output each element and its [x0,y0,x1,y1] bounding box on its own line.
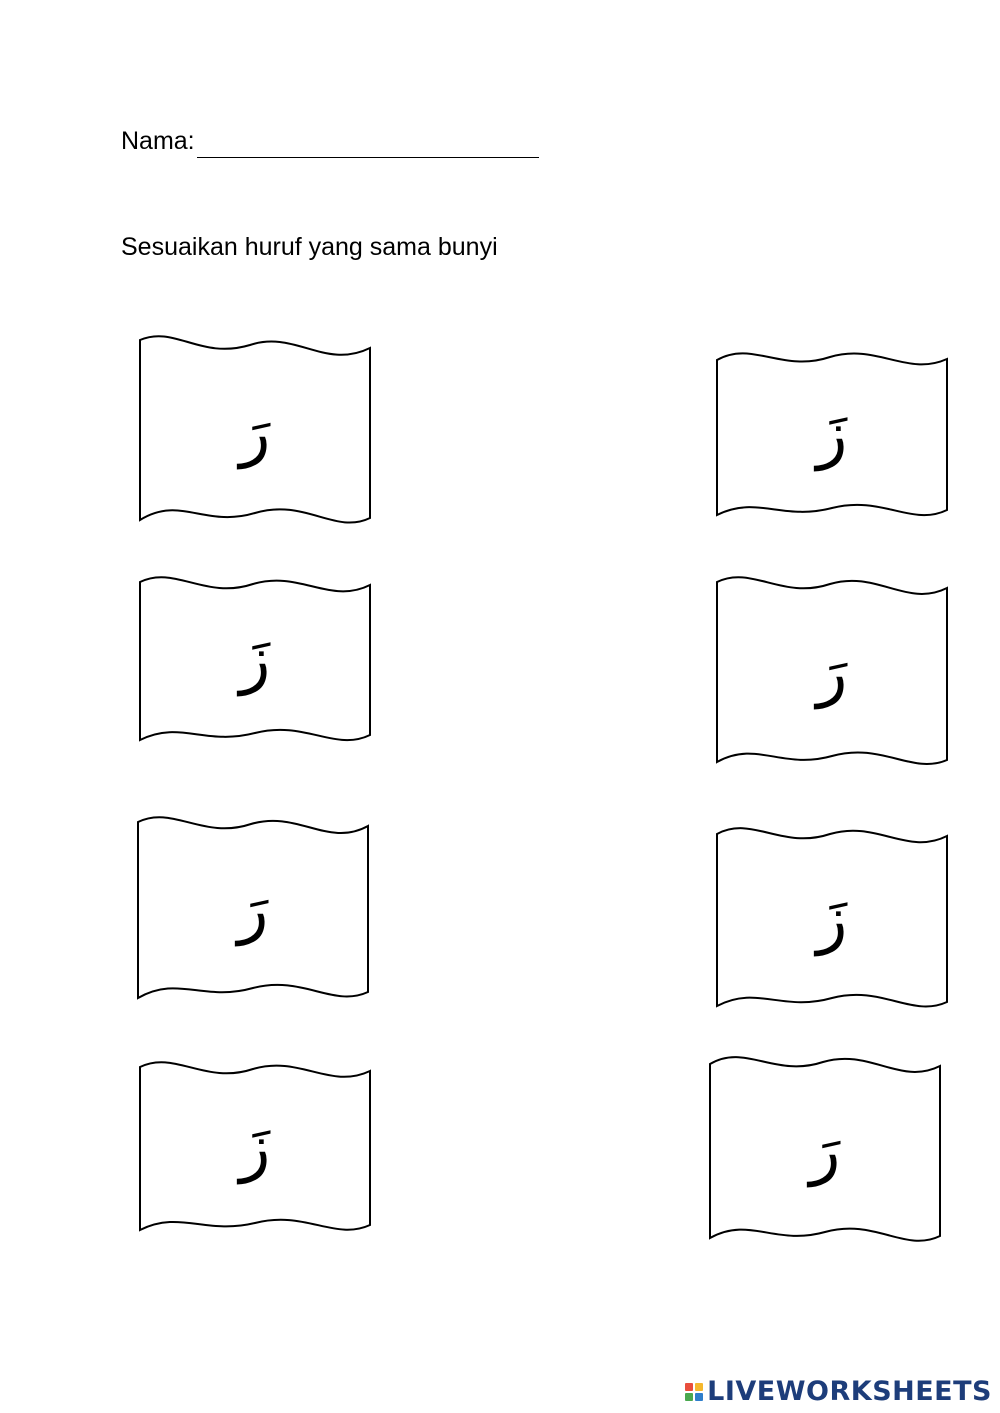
name-label: Nama: [121,127,195,155]
flag-right-3[interactable] [712,820,952,1020]
flag-left-2[interactable] [135,570,375,750]
flag-letter: رَ [816,635,848,710]
flag-left-1[interactable] [135,330,375,535]
flag-letter: زَ [239,1110,271,1185]
flag-left-4[interactable] [135,1055,375,1240]
logo-square-icon [695,1383,703,1391]
flag-letter: زَ [816,883,848,957]
instruction-text: Sesuaikan huruf yang sama bunyi [121,233,498,261]
flag-letter: زَ [239,623,271,697]
flag-right-2[interactable] [712,570,952,775]
liveworksheets-icon [685,1383,703,1401]
flag-letter: زَ [816,398,848,472]
flag-letter: رَ [239,395,271,470]
logo-square-icon [685,1393,693,1401]
flag-letter: رَ [237,873,269,947]
name-blank-line[interactable] [197,126,539,158]
logo-square-icon [685,1383,693,1391]
flag-left-3[interactable] [133,810,373,1010]
logo-square-icon [695,1393,703,1401]
flag-right-4[interactable] [705,1048,945,1253]
flag-letter: رَ [809,1113,841,1188]
liveworksheets-logo [685,1376,992,1407]
name-row [121,124,539,158]
brand-text: LIVEWORKSHEETS [707,1376,992,1407]
flag-right-1[interactable] [712,345,952,525]
